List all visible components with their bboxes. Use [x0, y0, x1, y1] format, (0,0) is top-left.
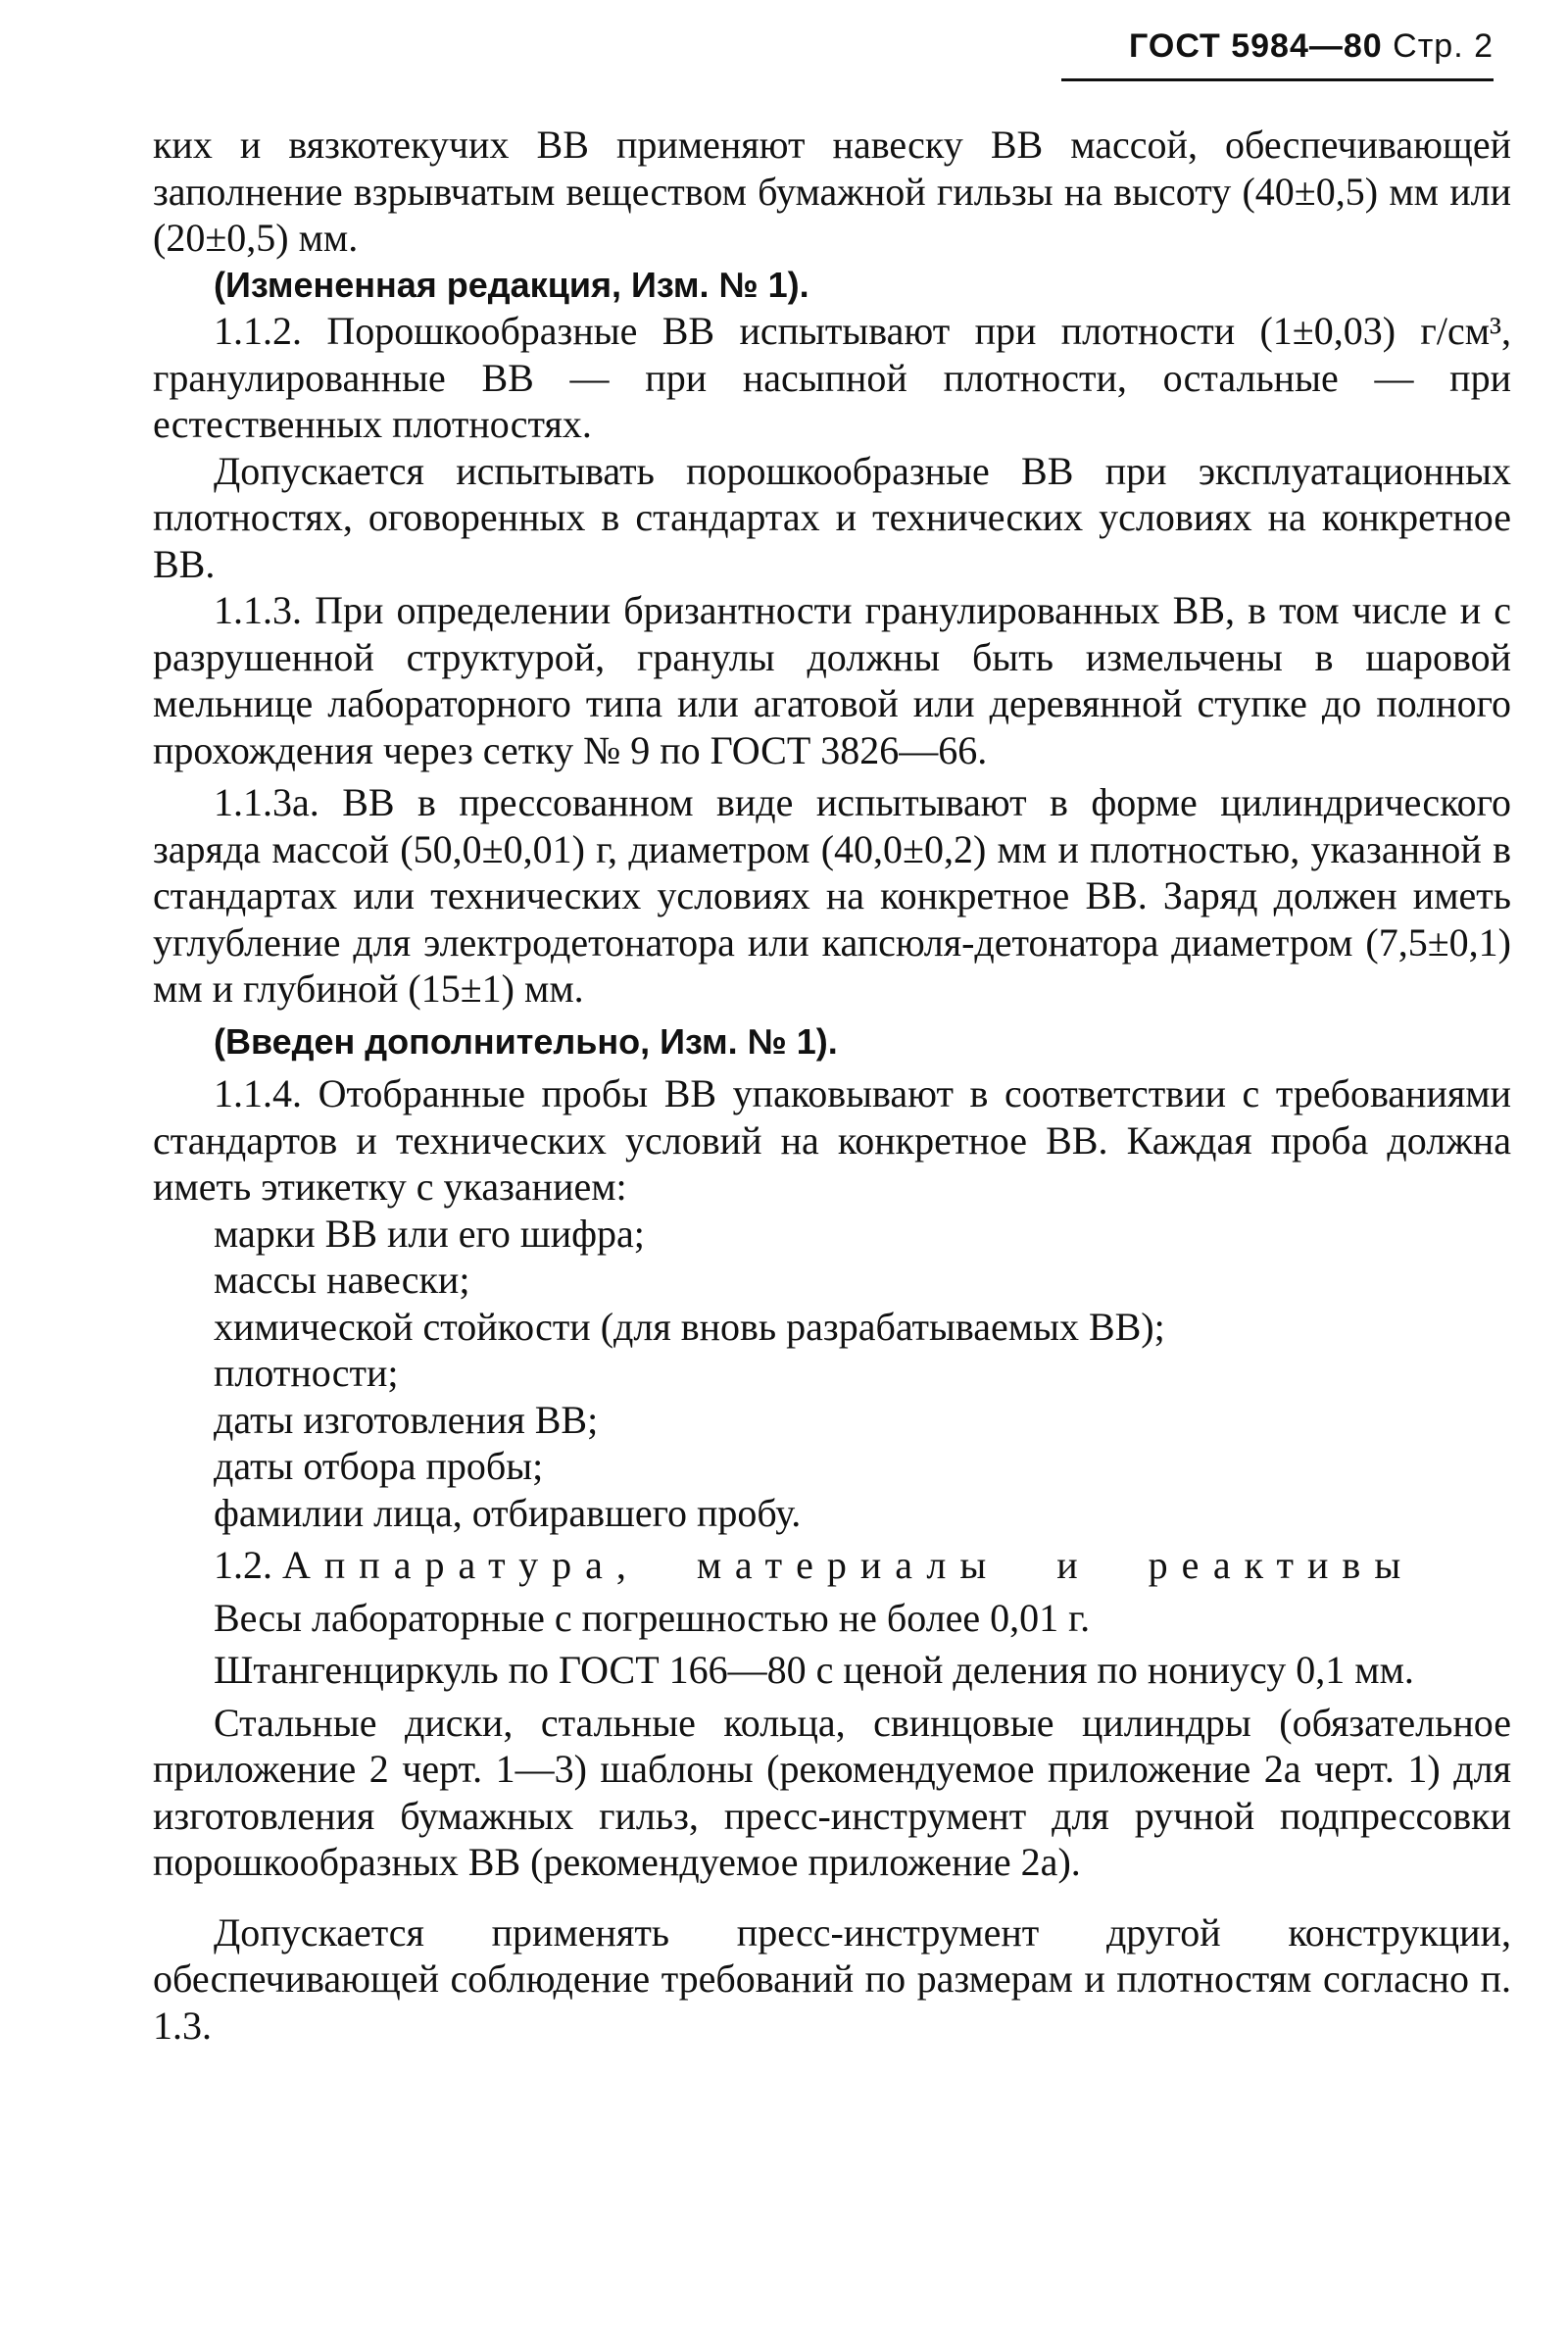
paragraph: Штангенциркуль по ГОСТ 166—80 с ценой деления по нониусу 0,1 мм.: [214, 1648, 1414, 1692]
paragraph: 1.1.3а. ВВ в прессованном виде испытывают в форме цилиндрического заряда массой (50,0±0,01) г, диаметром (40,0±0,2) мм и плотностью, указанной в стандартах или технических условиях на конкретное ВВ. Заряд должен иметь углубление для электродетонатора или капсюля-детонатора диаметром (7,5±0,1) мм и глубиной (15±1) мм.: [153, 780, 1511, 1011]
paragraph: Стальные диски, стальные кольца, свинцовые цилиндры (обязательное приложение 2 черт. 1—3) шаблоны (рекомендуемое приложение 2а черт. 1) для изготовления бумажных гильз, пресс-инструмент для ручной подпрессовки порошкообразных ВВ (рекомендуемое приложение 2а).: [153, 1700, 1511, 1884]
list-item: фамилии лица, отбиравшего пробу.: [214, 1490, 802, 1535]
page-number: Стр. 2: [1393, 27, 1494, 65]
list-item: даты изготовления ВВ;: [214, 1397, 599, 1442]
list-item: химической стойкости (для вновь разрабатываемых ВВ);: [214, 1304, 1165, 1349]
section-heading: [153, 1542, 1511, 1589]
list-item: массы навески;: [214, 1258, 470, 1302]
list-item: марки ВВ или его шифра;: [214, 1211, 645, 1256]
standard-title: ГОСТ 5984—80: [1129, 27, 1383, 65]
list-item: даты отбора пробы;: [214, 1444, 544, 1488]
paragraph: 1.1.4. Отобранные пробы ВВ упаковывают в соответствии с требованиями стандартов и технических условий на конкретное ВВ. Каждая проба должна иметь этикетку с указанием:: [153, 1071, 1511, 1209]
amendment-note: (Введен дополнительно, Изм. № 1).: [214, 1020, 838, 1062]
paragraph: Допускается испытывать порошкообразные ВВ при эксплуатационных плотностях, оговоренных в стандартах и технических условиях на конкретное ВВ.: [153, 448, 1511, 586]
page-header: [1129, 27, 1494, 66]
paragraph: 1.1.3. При определении бризантности гранулированных ВВ, в том числе и с разрушенной структурой, гранулы должны быть измельчены в шаровой мельнице лабораторного типа или агатовой или деревянной ступке до полного прохождения через сетку № 9 по ГОСТ 3826—66.: [153, 588, 1511, 772]
amendment-note: (Измененная редакция, Изм. № 1).: [214, 264, 809, 305]
paragraph: Допускается применять пресс-инструмент другой конструкции, обеспечивающей соблюдение требований по размерам и плотностям согласно п. 1.3.: [153, 1909, 1511, 2048]
paragraph: Весы лабораторные с погрешностью не более 0,01 г.: [214, 1595, 1091, 1640]
label-list: [153, 1211, 1511, 1537]
heading-word: Аппаратура,: [282, 1543, 640, 1587]
heading-word: реактивы: [1148, 1543, 1415, 1587]
paragraph: 1.1.2. Порошкообразные ВВ испытывают при плотности (1±0,03) г/см³, гранулированные ВВ — при насыпной плотности, остальные — при естественных плотностях.: [153, 309, 1511, 446]
document-body: [153, 122, 1511, 2049]
header-rule: [1061, 78, 1494, 81]
heading-word: и: [1056, 1543, 1092, 1587]
section-number: 1.2.: [214, 1543, 272, 1587]
paragraph: ких и вязкотекучих ВВ применяют навеску ВВ массой, обеспечивающей заполнение взрывчатым веществом бумажной гильзы на высоту (40±0,5) мм или (20±0,5) мм.: [153, 123, 1511, 260]
heading-word: материалы: [696, 1543, 1001, 1587]
list-item: плотности;: [214, 1351, 399, 1395]
